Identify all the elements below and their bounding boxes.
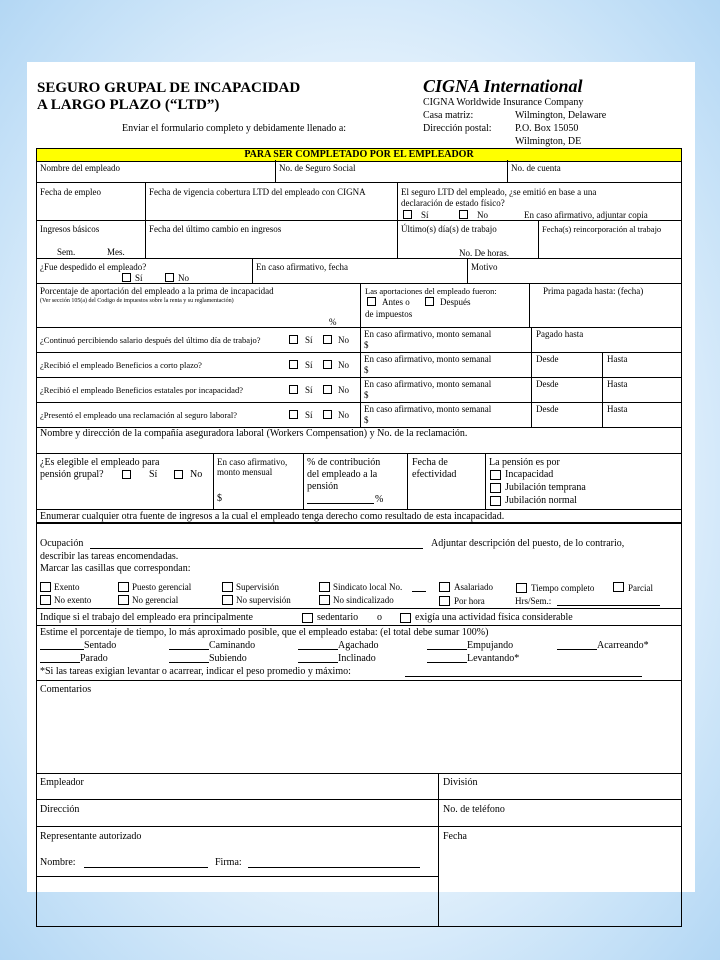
premium-paid-until-label: Prima pagada hasta: (fecha) — [543, 286, 644, 296]
table-right-border — [681, 160, 682, 926]
hourly-checkbox[interactable] — [439, 596, 450, 606]
claim-form-page — [27, 62, 695, 892]
ltd-question-line2: declaración de estado físico? — [401, 198, 505, 208]
ltd-no-label: No — [477, 210, 488, 220]
short-term-question: ¿Recibió el empleado Beneficios a corto plazo? — [40, 360, 202, 370]
state-no-label: No — [338, 385, 349, 395]
time-percentage-label: Estime el porcentaje de tiempo, lo más aproximado posible, que el empleado estaba: (el total debe sumar 100%) — [40, 627, 489, 638]
pension-disability-checkbox[interactable] — [490, 470, 501, 480]
division-label: División — [443, 777, 478, 788]
workers-claim-question: ¿Presentó el empleado una reclamación al seguro laboral? — [40, 410, 238, 420]
date-label: Fecha — [443, 831, 467, 842]
fired-no-checkbox[interactable] — [165, 273, 174, 282]
pension-pct-line1: % de contribución — [307, 457, 381, 468]
employer-label: Empleador — [40, 777, 84, 788]
state-no-checkbox[interactable] — [323, 385, 332, 394]
mail-line1: P.O. Box 15050 — [515, 123, 579, 134]
last-income-change-label: Fecha del último cambio en ingresos — [149, 224, 282, 234]
part-time-label: Parcial — [628, 583, 653, 593]
comments-area[interactable] — [37, 698, 681, 773]
phone-label: No. de teléfono — [443, 804, 505, 815]
pension-early-checkbox[interactable] — [490, 483, 501, 493]
hours-label: No. De horas. — [459, 248, 509, 258]
pension-pct-line2: del empleado a la — [307, 469, 378, 480]
employee-name-label: Nombre del empleado — [40, 163, 120, 173]
pension-effective-line2: efectividad — [412, 469, 457, 480]
last-work-day-label: Último(s) día(s) de trabajo — [401, 224, 497, 234]
carrying-label: Acarreando* — [597, 640, 649, 651]
ssn-label: No. de Seguro Social — [279, 163, 356, 173]
work-type-label: Indique si el trabajo del empleado era principalmente — [40, 612, 253, 623]
state-yes-checkbox[interactable] — [289, 385, 298, 394]
weight-note: *Si las tareas exigian levantar o acarrear, indicar el peso promedio y máximo: — [40, 666, 351, 677]
fired-reason-label: Motivo — [471, 262, 498, 272]
short-term-amount-label: En caso afirmativo, monto semanal — [364, 354, 492, 364]
exempt-checkbox[interactable] — [40, 582, 51, 592]
non-union-checkbox[interactable] — [319, 595, 330, 605]
company-logo-text: CIGNA International — [423, 76, 583, 96]
pension-pct-line3: pensión — [307, 481, 339, 492]
salary-yes-label: Sí — [305, 335, 313, 345]
standing-label: Parado — [80, 653, 108, 664]
state-to-label: Hasta — [607, 379, 628, 389]
salary-dollar: $ — [364, 340, 369, 350]
non-managerial-label: No gerencial — [132, 595, 179, 605]
pension-yes-checkbox[interactable] — [122, 470, 131, 479]
mail-line2: Wilmington, DE — [515, 136, 582, 147]
contribution-tax-label: Las aportaciones del empleado fueron: — [365, 286, 497, 296]
salary-amount-label: En caso afirmativo, monto semanal — [364, 329, 492, 339]
ltd-no-checkbox[interactable] — [459, 210, 468, 219]
non-exempt-label: No exento — [54, 595, 92, 605]
state-amount-label: En caso afirmativo, monto semanal — [364, 379, 492, 389]
signature-label: Firma: — [215, 857, 242, 868]
job-description-note: Adjuntar descripción del puesto, de lo contrario, — [431, 538, 625, 549]
exempt-label: Exento — [54, 582, 80, 592]
after-tax-label: Después — [440, 297, 471, 307]
pension-no-label: No — [190, 469, 203, 480]
salary-no-checkbox[interactable] — [323, 335, 332, 344]
employer-section-banner-text: PARA SER COMPLETADO POR EL EMPLEADOR — [244, 149, 474, 160]
company-full-name: CIGNA Worldwide Insurance Company — [423, 97, 584, 108]
hourly-label: Por hora — [454, 596, 485, 606]
weekly-label: Sem. — [57, 247, 76, 257]
pushing-label: Empujando — [467, 640, 514, 651]
basic-income-label: Ingresos básicos — [40, 224, 100, 234]
salary-yes-checkbox[interactable] — [289, 335, 298, 344]
non-managerial-checkbox[interactable] — [118, 595, 129, 605]
form-title-line2: A LARGO PLAZO (“LTD”) — [37, 97, 220, 113]
pension-no-checkbox[interactable] — [174, 470, 183, 479]
union-checkbox[interactable] — [319, 582, 330, 592]
short-term-dollar: $ — [364, 365, 369, 375]
pension-monthly-line2: monto mensual — [217, 467, 273, 477]
hours-per-week-label: Hrs/Sem.: — [515, 596, 552, 606]
ltd-yes-checkbox[interactable] — [403, 210, 412, 219]
pension-normal-checkbox[interactable] — [490, 496, 501, 506]
sedentary-checkbox[interactable] — [302, 613, 313, 623]
managerial-checkbox[interactable] — [118, 582, 129, 592]
work-type-or: o — [377, 612, 382, 623]
union-label: Sindicato local No. — [333, 582, 403, 592]
claim-yes-label: Sí — [305, 410, 313, 420]
walking-label: Caminando — [209, 640, 256, 651]
salaried-label: Asalariado — [454, 582, 493, 592]
monthly-label: Mes. — [107, 247, 125, 257]
bending-label: Inclinado — [338, 653, 376, 664]
other-income-label: Enumerar cualquier otra fuente de ingresos a la cual el empleado tenga derecho como resultado de esta incapacidad. — [40, 511, 505, 522]
pension-type-label: La pensión es por — [489, 457, 560, 468]
physical-activity-label: exigía una actividad física considerable — [415, 612, 573, 623]
after-tax-checkbox[interactable] — [425, 297, 434, 306]
crouching-label: Agachado — [338, 640, 379, 651]
contribution-pct-sign: % — [329, 317, 337, 327]
claim-no-label: No — [338, 410, 349, 420]
send-instruction: Enviar el formulario completo y debidamente llenado a: — [122, 123, 347, 134]
table-bottom-border — [36, 926, 682, 927]
short-term-to-label: Hasta — [607, 354, 628, 364]
hq-label: Casa matriz: — [423, 110, 474, 121]
managerial-label: Puesto gerencial — [132, 582, 192, 592]
short-term-from-label: Desde — [536, 354, 559, 364]
fired-no-label: No — [178, 273, 189, 283]
sitting-label: Sentado — [84, 640, 117, 651]
pension-effective-line1: Fecha de — [412, 457, 448, 468]
pension-early-label: Jubilación temprana — [505, 482, 586, 493]
non-supervision-label: No supervisión — [236, 595, 291, 605]
non-exempt-checkbox[interactable] — [40, 595, 51, 605]
comments-label: Comentarios — [40, 684, 92, 695]
occupation-label: Ocupación — [40, 538, 84, 549]
full-time-label: Tiempo completo — [531, 583, 595, 593]
salary-paid-until-label: Pagado hasta — [536, 329, 584, 339]
hire-date-label: Fecha de empleo — [40, 187, 101, 197]
fired-yes-checkbox[interactable] — [122, 273, 131, 282]
climbing-label: Subiendo — [209, 653, 247, 664]
salary-no-label: No — [338, 335, 349, 345]
claim-amount-label: En caso afirmativo, monto semanal — [364, 404, 492, 414]
salary-continued-question: ¿Continuó percibiendo salario después del último día de trabajo? — [40, 335, 261, 345]
attach-copy-note: En caso afirmativo, adjuntar copia — [524, 210, 648, 220]
ltd-question-line1: El seguro LTD del empleado, ¿se emitió en base a una — [401, 187, 597, 197]
state-disability-question: ¿Recibió el empleado Beneficios estatales por incapacidad? — [40, 385, 243, 395]
before-tax-label: Antes o — [382, 297, 410, 307]
pension-disability-label: Incapacidad — [505, 469, 554, 480]
fired-date-label: En caso afirmativo, fecha — [256, 262, 348, 272]
workers-comp-label: Nombre y dirección de la compañía aseguradora laboral (Workers Compensation) y No. de la reclamación. — [40, 428, 468, 439]
table-left-border — [36, 160, 37, 926]
pension-yes-label: Sí — [149, 469, 158, 480]
part-time-checkbox[interactable] — [613, 582, 624, 592]
name-label: Nombre: — [40, 857, 76, 868]
claim-from-label: Desde — [536, 404, 559, 414]
state-dollar: $ — [364, 390, 369, 400]
fired-question: ¿Fue despedido el empleado? — [40, 262, 147, 272]
short-term-no-label: No — [338, 360, 349, 370]
physical-activity-checkbox[interactable] — [400, 613, 411, 623]
short-term-no-checkbox[interactable] — [323, 360, 332, 369]
pension-monthly-line1: En caso afirmativo, — [217, 457, 288, 467]
pension-eligible-line2: pensión grupal? — [40, 469, 104, 480]
non-union-label: No sindicalizado — [333, 595, 394, 605]
claim-no-checkbox[interactable] — [323, 410, 332, 419]
full-time-checkbox[interactable] — [516, 583, 527, 593]
pension-eligible-line1: ¿Es elegible el empleado para — [40, 457, 160, 468]
account-label: No. de cuenta — [511, 163, 561, 173]
claim-dollar: $ — [364, 415, 369, 425]
lifting-label: Levantando* — [467, 653, 520, 664]
pension-pct-sign: % — [375, 494, 384, 505]
before-tax-checkbox[interactable] — [367, 297, 376, 306]
short-term-yes-checkbox[interactable] — [289, 360, 298, 369]
state-from-label: Desde — [536, 379, 559, 389]
non-supervision-checkbox[interactable] — [222, 595, 233, 605]
coverage-date-label: Fecha de vigencia cobertura LTD del empleado con CIGNA — [149, 187, 366, 197]
mark-boxes-note: Marcar las casillas que correspondan: — [40, 563, 191, 574]
state-yes-label: Sí — [305, 385, 313, 395]
salaried-checkbox[interactable] — [439, 582, 450, 592]
fired-yes-label: Sí — [135, 273, 143, 283]
tax-code-note: (Ver sección 105(a) del Codigo de impuestos sobre la renta y su reglamentación) — [40, 298, 234, 304]
return-to-work-label: Fecha(s) reincorporación al trabajo — [542, 224, 662, 234]
premium-contribution-label: Porcentaje de aportación del empleado a la prima de incapacidad — [40, 286, 274, 296]
hq-value: Wilmington, Delaware — [515, 110, 607, 121]
supervision-label: Supervisión — [236, 582, 280, 592]
sedentary-label: sedentario — [317, 612, 359, 623]
describe-tasks-note: describir las tareas encomendadas. — [40, 551, 179, 562]
address-label: Dirección — [40, 804, 80, 815]
ltd-yes-label: Sí — [421, 210, 429, 220]
mail-label: Dirección postal: — [423, 123, 492, 134]
of-taxes-label: de impuestos — [365, 309, 413, 319]
supervision-checkbox[interactable] — [222, 582, 233, 592]
claim-to-label: Hasta — [607, 404, 628, 414]
authorized-rep-label: Representante autorizado — [40, 831, 142, 842]
claim-yes-checkbox[interactable] — [289, 410, 298, 419]
form-title-line1: SEGURO GRUPAL DE INCAPACIDAD — [37, 80, 301, 96]
pension-monthly-dollar: $ — [217, 493, 222, 504]
pension-normal-label: Jubilación normal — [505, 495, 577, 506]
short-term-yes-label: Sí — [305, 360, 313, 370]
